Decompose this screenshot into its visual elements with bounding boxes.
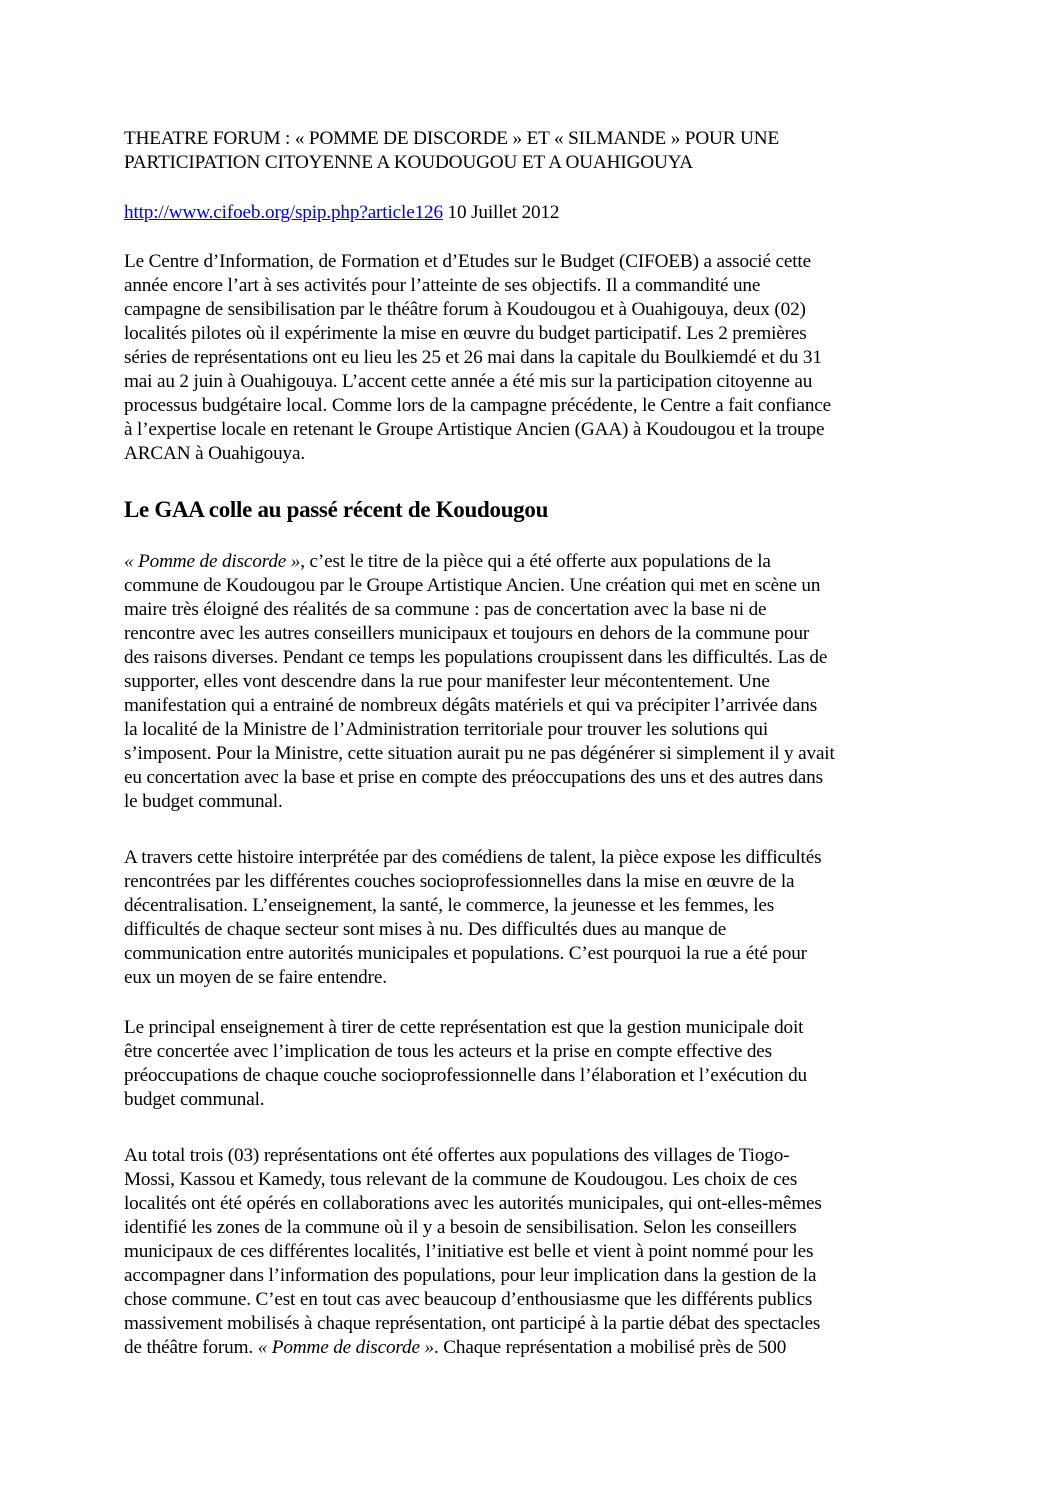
- source-line: [124, 201, 559, 225]
- text-line: Au total trois (03) représentations ont été offertes aux populations des villages de Tiogo-: [124, 1145, 790, 1166]
- text-line: Le principal enseignement à tirer de cette représentation est que la gestion municipale doit: [124, 1017, 804, 1038]
- section-heading: Le GAA colle au passé récent de Koudougou: [124, 497, 549, 522]
- text-line: être concertée avec l’implication de tous les acteurs et la prise en compte effective des: [124, 1041, 772, 1062]
- text-line: [124, 1336, 786, 1360]
- text-line: manifestation qui a entrainé de nombreux dégâts matériels et qui va précipiter l’arrivée dans: [124, 695, 818, 716]
- text-line: campagne de sensibilisation par le théâtre forum à Koudougou et à Ouahigouya, deux (02): [124, 299, 806, 320]
- text-span: . Chaque représentation a mobilisé près de 500: [433, 1337, 787, 1358]
- text-line: difficultés de chaque secteur sont mises à nu. Des difficultés dues au manque de: [124, 919, 727, 940]
- play-title: « Pomme de discorde »: [124, 551, 301, 572]
- text-line: localités ont été opérés en collaborations avec les autorités municipales, qui ont-elles-mêmes: [124, 1193, 822, 1214]
- text-line: supporter, elles vont descendre dans la rue pour manifester leur mécontentement. Une: [124, 671, 770, 692]
- text-line: séries de représentations ont eu lieu les 25 et 26 mai dans la capitale du Boulkiemdé et du 31: [124, 347, 822, 368]
- text-line: mai au 2 juin à Ouahigouya. L’accent cette année a été mis sur la participation citoyenne au: [124, 371, 813, 392]
- text-line: rencontre avec les autres conseillers municipaux et toujours en dehors de la commune pour: [124, 623, 810, 644]
- text-line: ARCAN à Ouahigouya.: [124, 443, 306, 464]
- text-line: processus budgétaire local. Comme lors de la campagne précédente, le Centre a fait confiance: [124, 395, 832, 416]
- text-line: Mossi, Kassou et Kamedy, tous relevant de la commune de Koudougou. Les choix de ces: [124, 1169, 798, 1190]
- text-line: accompagner dans l’information des populations, pour leur implication dans la gestion de la: [124, 1265, 817, 1286]
- text-span: , c’est le titre de la pièce qui a été offerte aux populations de la: [300, 551, 771, 572]
- text-line: massivement mobilisés à chaque représentation, ont participé à la partie débat des spectacles: [124, 1313, 821, 1334]
- text-line: la localité de la Ministre de l’Administration territoriale pour trouver les solutions qui: [124, 719, 769, 740]
- text-line: municipaux de ces différentes localités, l’initiative est belle et vient à point nommé pour les: [124, 1241, 814, 1262]
- text-line: localités pilotes où il expérimente la mise en œuvre du budget participatif. Les 2 premières: [124, 323, 807, 344]
- text-line: eu concertation avec la base et prise en compte des préoccupations des uns et des autres dans: [124, 767, 823, 788]
- text-line: décentralisation. L’enseignement, la santé, le commerce, la jeunesse et les femmes, les: [124, 895, 775, 916]
- text-line: identifié les zones de la commune où il y a besoin de sensibilisation. Selon les conseillers: [124, 1217, 797, 1238]
- text-line: communication entre autorités municipales et populations. C’est pourquoi la rue a été pour: [124, 943, 807, 964]
- text-line: commune de Koudougou par le Groupe Artistique Ancien. Une création qui met en scène un: [124, 575, 821, 596]
- text-line: à l’expertise locale en retenant le Groupe Artistique Ancien (GAA) à Koudougou et la troupe: [124, 419, 825, 440]
- text-line: des raisons diverses. Pendant ce temps les populations croupissent dans les difficultés. Las de: [124, 647, 828, 668]
- text-span: de théâtre forum.: [124, 1337, 258, 1358]
- document-title-line-2: PARTICIPATION CITOYENNE A KOUDOUGOU ET A OUAHIGOUYA: [124, 152, 693, 173]
- text-line: préoccupations de chaque couche socioprofessionnelle dans l’élaboration et l’exécution du: [124, 1065, 808, 1086]
- text-line: Le Centre d’Information, de Formation et d’Etudes sur le Budget (CIFOEB) a associé cette: [124, 251, 811, 272]
- source-link[interactable]: http://www.cifoeb.org/spip.php?article126: [124, 202, 443, 223]
- text-line: année encore l’art à ses activités pour l’atteinte de ses objectifs. Il a commandité une: [124, 275, 761, 296]
- text-line: maire très éloigné des réalités de sa commune : pas de concertation avec la base ni de: [124, 599, 767, 620]
- text-line: [124, 550, 771, 574]
- play-title: « Pomme de discorde »: [257, 1337, 434, 1358]
- text-line: A travers cette histoire interprétée par des comédiens de talent, la pièce expose les difficultés: [124, 847, 822, 868]
- publication-date: 10 Juillet 2012: [442, 202, 560, 223]
- text-line: s’imposent. Pour la Ministre, cette situation aurait pu ne pas dégénérer si simplement il y avait: [124, 743, 835, 764]
- text-line: le budget communal.: [124, 791, 283, 812]
- text-line: budget communal.: [124, 1089, 265, 1110]
- text-line: rencontrées par les différentes couches socioprofessionnelles dans la mise en œuvre de la: [124, 871, 795, 892]
- text-line: eux un moyen de se faire entendre.: [124, 967, 387, 988]
- document-title-line-1: THEATRE FORUM : « POMME DE DISCORDE » ET « SILMANDE » POUR UNE: [124, 128, 780, 149]
- text-line: chose commune. C’est en tout cas avec beaucoup d’enthousiasme que les différents publics: [124, 1289, 813, 1310]
